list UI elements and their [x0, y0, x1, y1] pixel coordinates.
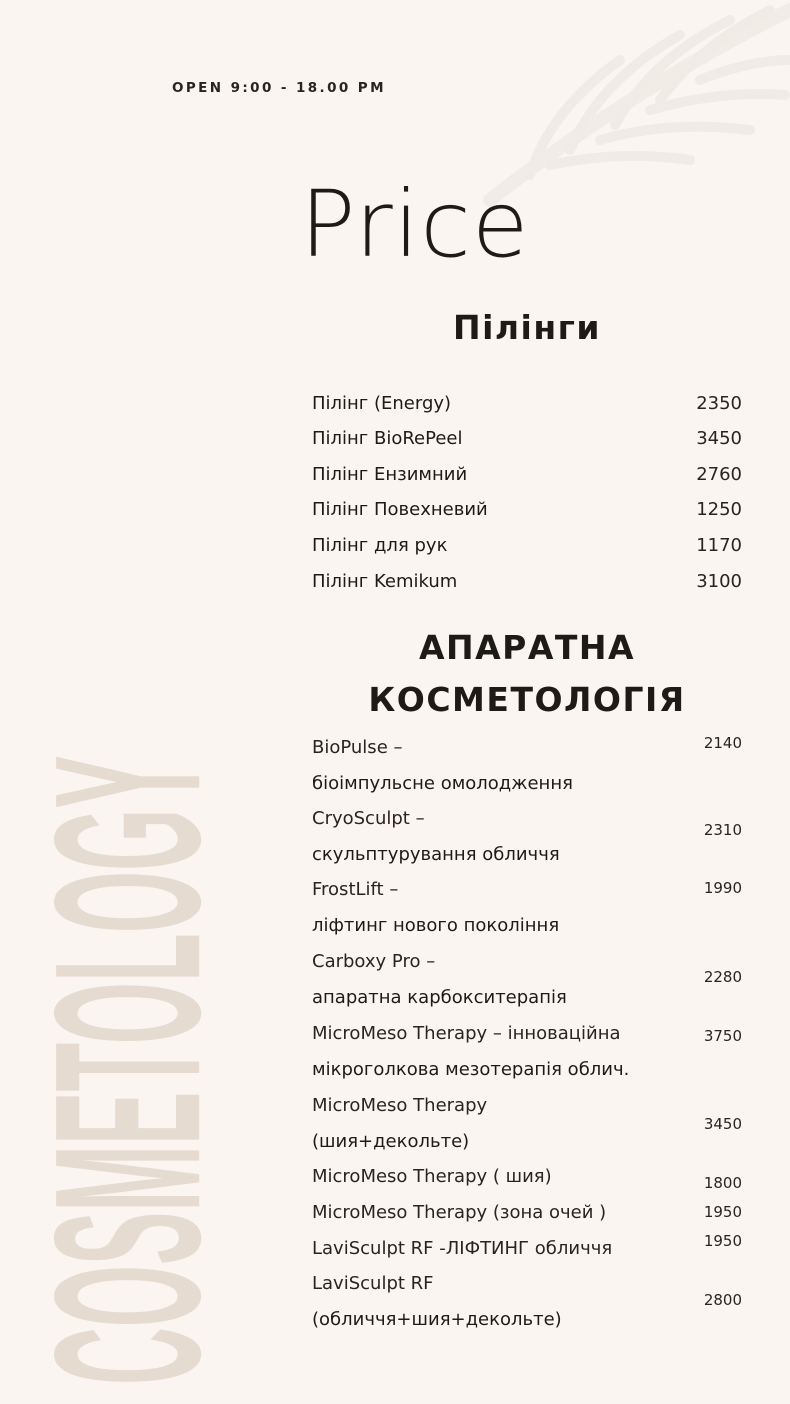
service-price: 2140: [703, 734, 742, 752]
service-name: Пілінг Ензимний: [312, 464, 468, 485]
section-title-hardware-line1: АПАРАТНА: [418, 628, 636, 667]
service-name: Пілінг Kemikum: [312, 571, 458, 592]
opening-hours: OPEN 9:00 - 18.00 PM: [172, 80, 386, 96]
service-description: біоімпульсне омолодження: [312, 773, 573, 794]
page-title: Price: [300, 171, 530, 278]
price-row: [312, 571, 742, 607]
service-price: 2800: [703, 1291, 742, 1309]
price-row: [312, 464, 742, 500]
service-price: 2350: [696, 393, 742, 414]
service-price: 2760: [696, 464, 742, 485]
service-price: 1800: [703, 1174, 742, 1192]
service-name: Пілінг (Energy): [312, 393, 452, 414]
service-name: Пілінг Повехневий: [312, 499, 488, 520]
service-price: 3100: [696, 571, 742, 592]
service-price: 1250: [696, 499, 742, 520]
service-name: MicroMeso Therapy ( шия): [312, 1166, 552, 1187]
price-row: [312, 428, 742, 464]
service-description: ліфтинг нового покоління: [312, 915, 560, 936]
service-price: 1170: [696, 535, 742, 556]
service-name: LaviSculpt RF: [312, 1273, 434, 1294]
service-name: LaviSculpt RF -ЛІФТИНГ обличчя: [312, 1238, 613, 1259]
service-name: CryoSculpt –: [312, 808, 425, 829]
service-name: MicroMeso Therapy – інноваційна: [312, 1023, 621, 1044]
service-price: 3750: [703, 1027, 742, 1045]
service-name: MicroMeso Therapy (зона очей ): [312, 1202, 607, 1223]
service-price: 1950: [703, 1232, 742, 1250]
service-description: скульптурування обличчя: [312, 844, 560, 865]
service-description: (обличчя+шия+декольте): [312, 1309, 562, 1330]
price-row: [312, 535, 742, 571]
service-name: FrostLift –: [312, 879, 399, 900]
service-name: BioPulse –: [312, 737, 403, 758]
cosmetology-vertical-heading: COSMETOLOGY: [12, 755, 244, 1385]
service-price: 2310: [703, 821, 742, 839]
service-price: 2280: [703, 968, 742, 986]
service-description: (шия+декольте): [312, 1131, 470, 1152]
section-title-hardware-line2: КОСМЕТОЛОГІЯ: [368, 680, 686, 719]
service-price: 3450: [703, 1115, 742, 1133]
service-price: 1990: [703, 879, 742, 897]
service-name: Carboxy Pro –: [312, 951, 436, 972]
service-name: Пілінг BioRePeel: [312, 428, 463, 449]
price-row: [312, 499, 742, 535]
section-title-peelings: Пілінги: [452, 308, 602, 347]
service-price: 1950: [703, 1203, 742, 1221]
service-description: апаратна карбокситерапія: [312, 987, 567, 1008]
service-name: MicroMeso Therapy: [312, 1095, 488, 1116]
service-price: 3450: [696, 428, 742, 449]
price-row: [312, 393, 742, 429]
service-description: мікроголкова мезотерапія облич.: [312, 1059, 630, 1080]
service-name: Пілінг для рук: [312, 535, 448, 556]
